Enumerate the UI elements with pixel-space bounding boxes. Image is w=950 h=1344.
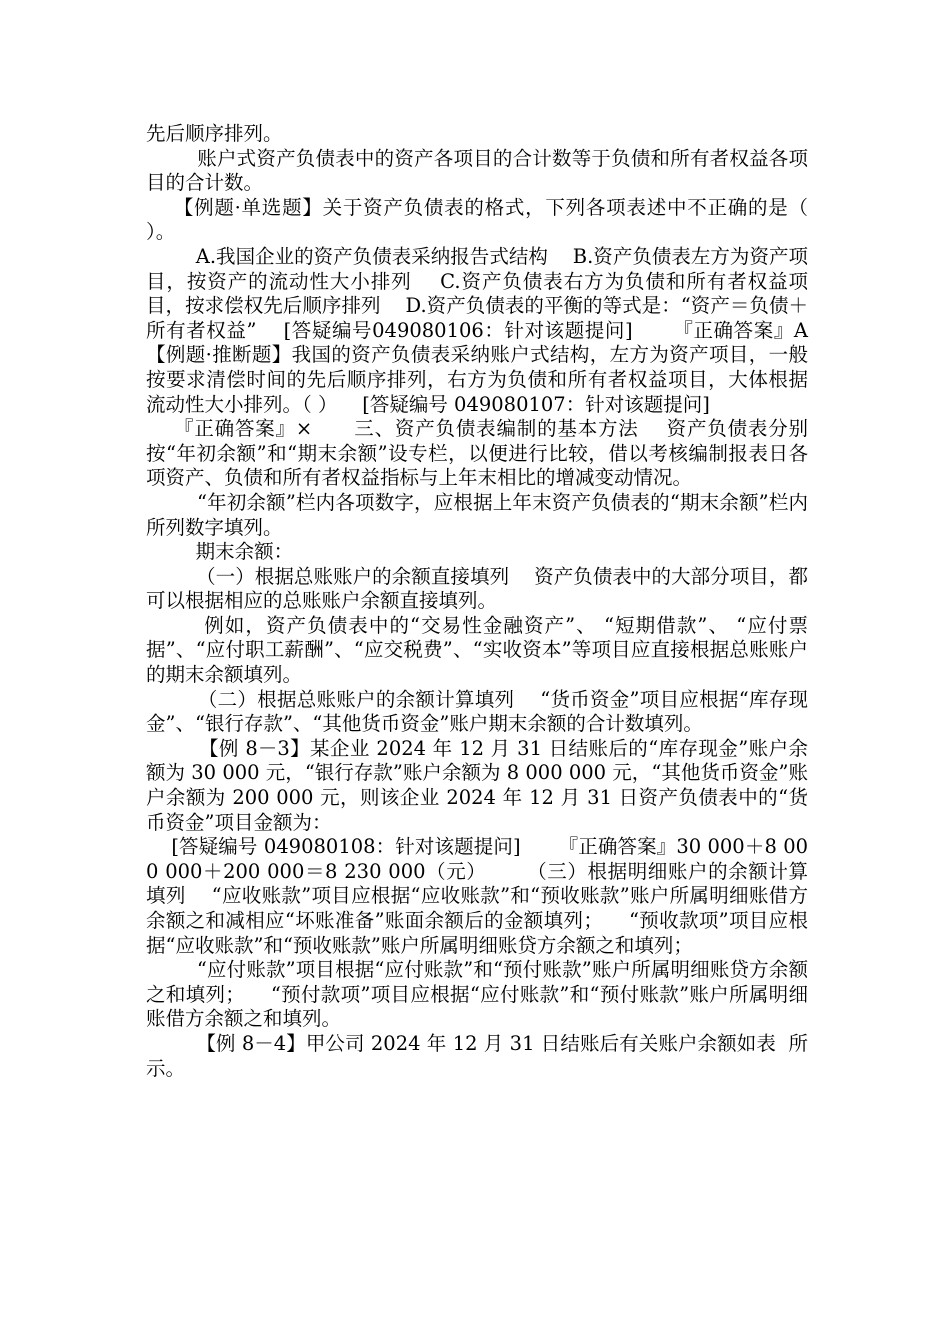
paragraph-example-8-3: 【例 8－3】某企业 2024 年 12 月 31 日结账后的“库存现金”账户余额为 30 000 元，“银行存款”账户余额为 8 000 000 元，“其他货币资金”账户余额为 200 000 元，则该企业 2024 年 12 月 31 日资产负债表中的“货币资金”项目金额为： xyxy=(146,736,808,834)
paragraph-answer-and-method-three: 『正确答案』× 三、资产负债表编制的基本方法 资产负债表分别按“年初余额”和“期末余额”设专栏，以便进行比较，借以考核编制报表日各项资产、负债和所有者权益指标与上年末相比的增减变动情况。 xyxy=(146,417,809,490)
paragraph-opening-balance: “年初余额”栏内各项数字，应根据上年末资产负债表的“期末余额”栏内所列数字填列。 xyxy=(146,490,808,539)
paragraph-answer-8-3-and-method-three: [答疑编号 049080108：针对该题提问] 『正确答案』30 000＋8 000 000＋200 000＝8 230 000（元） （三）根据明细账户的余额计算填列 “应收账款”项目应根据“应收账款”和“预收账款”账户所属明细账借方余额之和减相应“坏账准备”账面余额后的金额填列； “预收款项”项目应根据“应收账款”和“预收账款”账户所属明细账贷方余额之和填列； xyxy=(146,835,809,957)
paragraph-method-one-example: 例如，资产负债表中的“交易性金融资产”、 “短期借款”、 “应付票据”、“应付职工薪酬”、“应交税费”、“实收资本”等项目应直接根据总账账户的期末余额填列。 xyxy=(146,613,809,687)
paragraph-accounts-payable: “应付账款”项目根据“应付账款”和“预付账款”账户所属明细账贷方余额之和填列； “预付款项”项目应根据“应付账款”和“预付账款”账户所属明细账借方余额之和填列。 xyxy=(146,958,808,1031)
paragraph-method-two: （二）根据总账账户的余额计算填列 “货币资金”项目应根据“库存现金”、“银行存款”、“其他货币资金”账户期末余额的合计数填列。 xyxy=(146,687,809,736)
paragraph-example-single-choice: 【例题·单选题】关于资产负债表的格式，下列各项表述中不正确的是（ ）。 xyxy=(146,195,815,244)
document-body xyxy=(146,122,846,1081)
paragraph-account-format-total: 账户式资产负债表中的资产各项目的合计数等于负债和所有者权益各项目的合计数。 xyxy=(146,146,808,195)
paragraph-sort-order-end: 先后顺序排列。 xyxy=(146,122,283,145)
paragraph-choices-and-judgment: A.我国企业的资产负债表采纳报告式结构 B.资产负债表左方为资产项目，按资产的流动性大小排列 C.资产负债表右方为负债和所有者权益项目，按求偿权先后顺序排列 D.资产负债表的平衡的等式是：“资产＝负债＋所有者权益” [答疑编号049080106：针对该题提问] 『正确答案』A 【例题·推断题】我国的资产负债表采纳账户式结构，左方为资产项目，一般按要求清偿时间的先后顺序排列，右方为负债和所有者权益项目，大体根据流动性大小排列。（ ） [答疑编号 049080107：针对该题提问] xyxy=(146,244,846,416)
paragraph-closing-balance-heading: 期末余额： xyxy=(146,540,294,564)
paragraph-example-8-4: 【例 8－4】甲公司 2024 年 12 月 31 日结账后有关账户余额如表 所示。 xyxy=(146,1031,808,1080)
paragraph-method-one: （一）根据总账账户的余额直接填列 资产负债表中的大部分项目，都可以根据相应的总账账户余额直接填列。 xyxy=(146,564,809,613)
